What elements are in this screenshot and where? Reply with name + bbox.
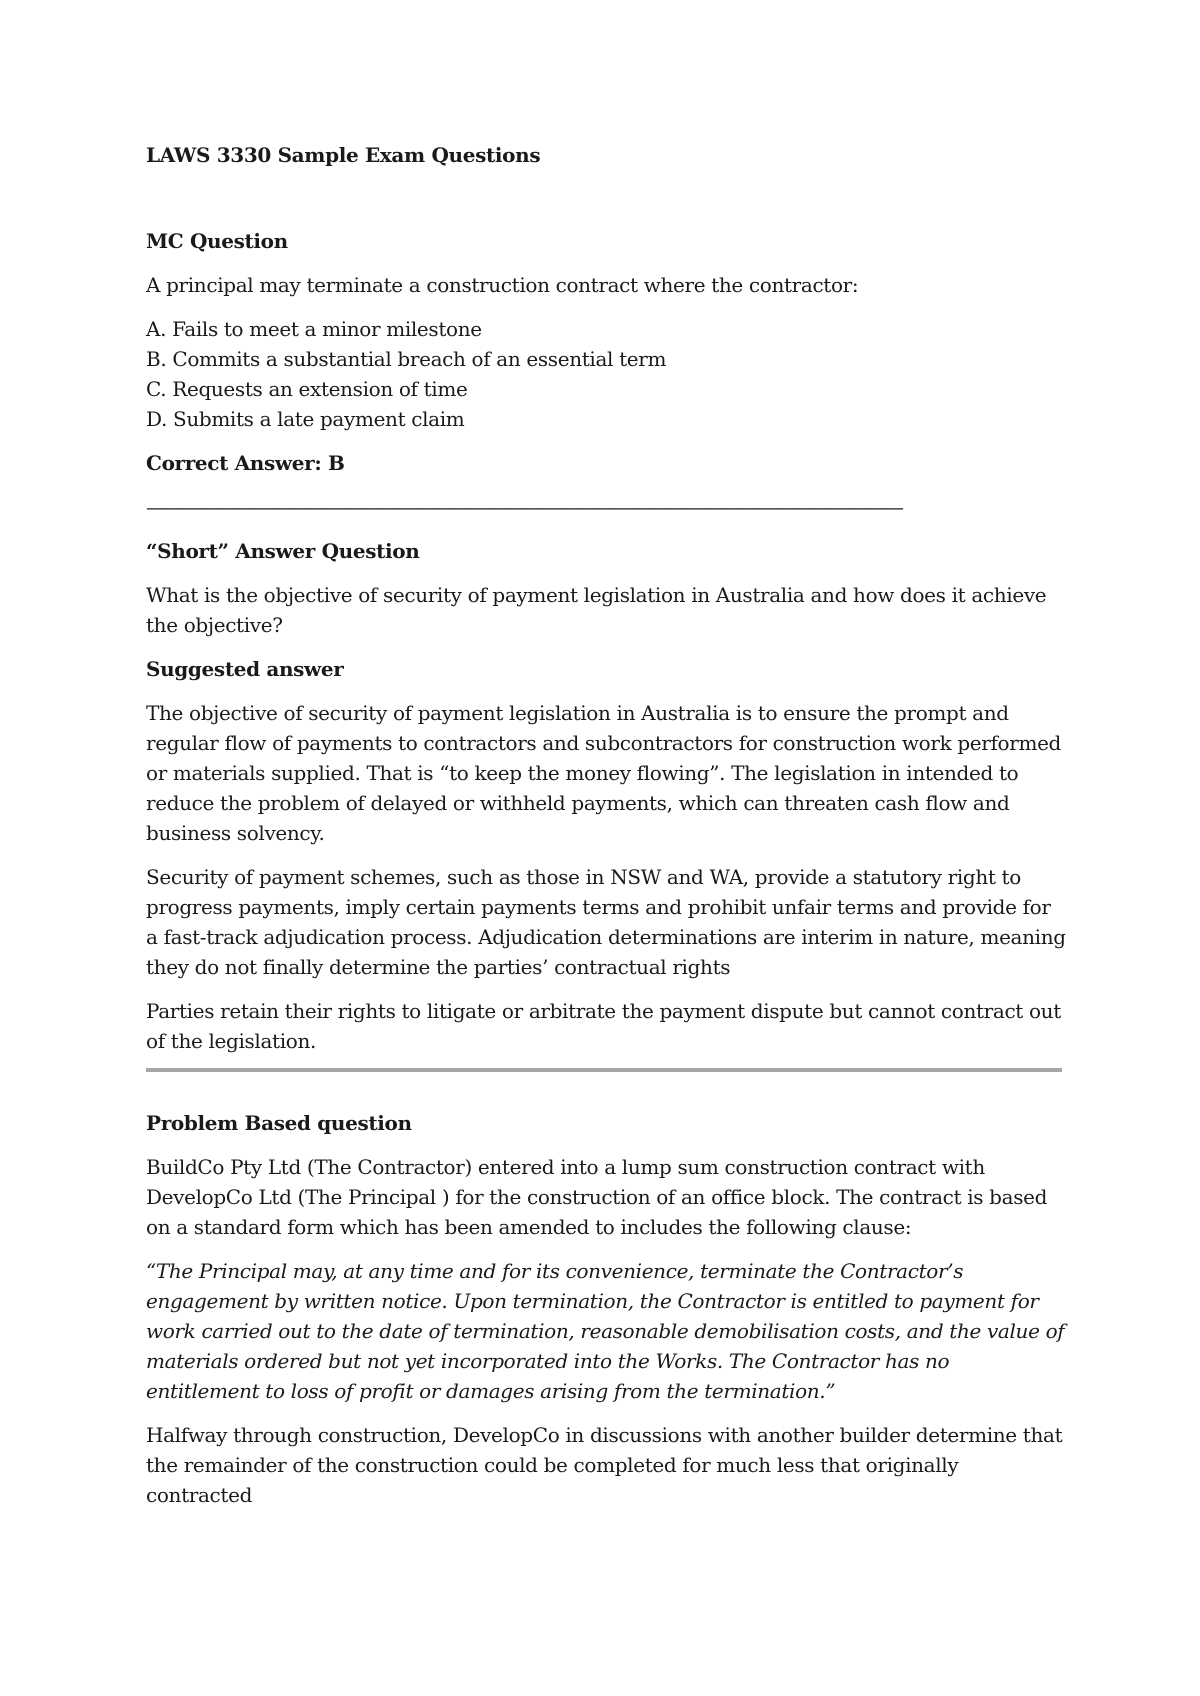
mc-heading: MC Question — [146, 229, 288, 253]
suggested-answer-paragraph: Security of payment schemes, such as those in NSW and WA, provide a statutory right to progress payments, imply certain payments terms and prohibit unfair terms and provide for a fast-track adjudication process. Adjudication determinations are interim in nature, meaning they do not finally determine the parties’ contractual rights — [146, 865, 1066, 979]
problem-clause: “The Principal may, at any time and for its convenience, terminate the Contractor’s engagement by written notice. Upon termination, the Contractor is entitled to payment for work carried out to the date of termination, reasonable demobilisation costs, and the value of materials ordered but not yet incorporated into the Works. The Contractor has no entitlement to loss of profit or damages arising from the termination.” — [146, 1259, 1065, 1403]
short-answer-question: What is the objective of security of payment legislation in Australia and how does it achieve the objective? — [146, 583, 1047, 637]
mc-option: C. Requests an extension of time — [146, 377, 468, 401]
spacer — [146, 1072, 1066, 1108]
mc-option: B. Commits a substantial breach of an essential term — [146, 347, 667, 371]
mc-option: A. Fails to meet a minor milestone — [146, 317, 482, 341]
problem-continuation: Halfway through construction, DevelopCo in discussions with another builder determine that the remainder of the construction could be completed for much less that originally contracted — [146, 1423, 1063, 1507]
mc-prompt: A principal may terminate a construction contract where the contractor: — [146, 273, 859, 297]
spacer — [146, 170, 1066, 226]
document-title: LAWS 3330 Sample Exam Questions — [146, 143, 541, 167]
suggested-answer-paragraph: The objective of security of payment legislation in Australia is to ensure the prompt and regular flow of payments to contractors and subcontractors for construction work performed or materials supplied. That is “to keep the money flowing”. The legislation in intended to reduce the problem of delayed or withheld payments, which can threaten cash flow and business solvency. — [146, 701, 1062, 845]
problem-heading: Problem Based question — [146, 1111, 412, 1135]
suggested-answer-paragraph: Parties retain their rights to litigate or arbitrate the payment dispute but cannot contract out of the legislation. — [146, 999, 1061, 1053]
dash-divider: —————————————————————————————————————————— — [146, 495, 902, 519]
mc-option: D. Submits a late payment claim — [146, 407, 465, 431]
short-answer-heading: “Short” Answer Question — [146, 539, 420, 563]
problem-intro: BuildCo Pty Ltd (The Contractor) entered into a lump sum construction contract with DevelopCo Ltd (The Principal ) for the construction of an office block. The contract is based on a standard form which has been amended to includes the following clause: — [146, 1155, 1048, 1239]
document-page — [146, 140, 1066, 1510]
mc-correct-answer: Correct Answer: B — [146, 451, 345, 475]
mc-options — [146, 314, 1066, 434]
suggested-answer-heading: Suggested answer — [146, 657, 344, 681]
